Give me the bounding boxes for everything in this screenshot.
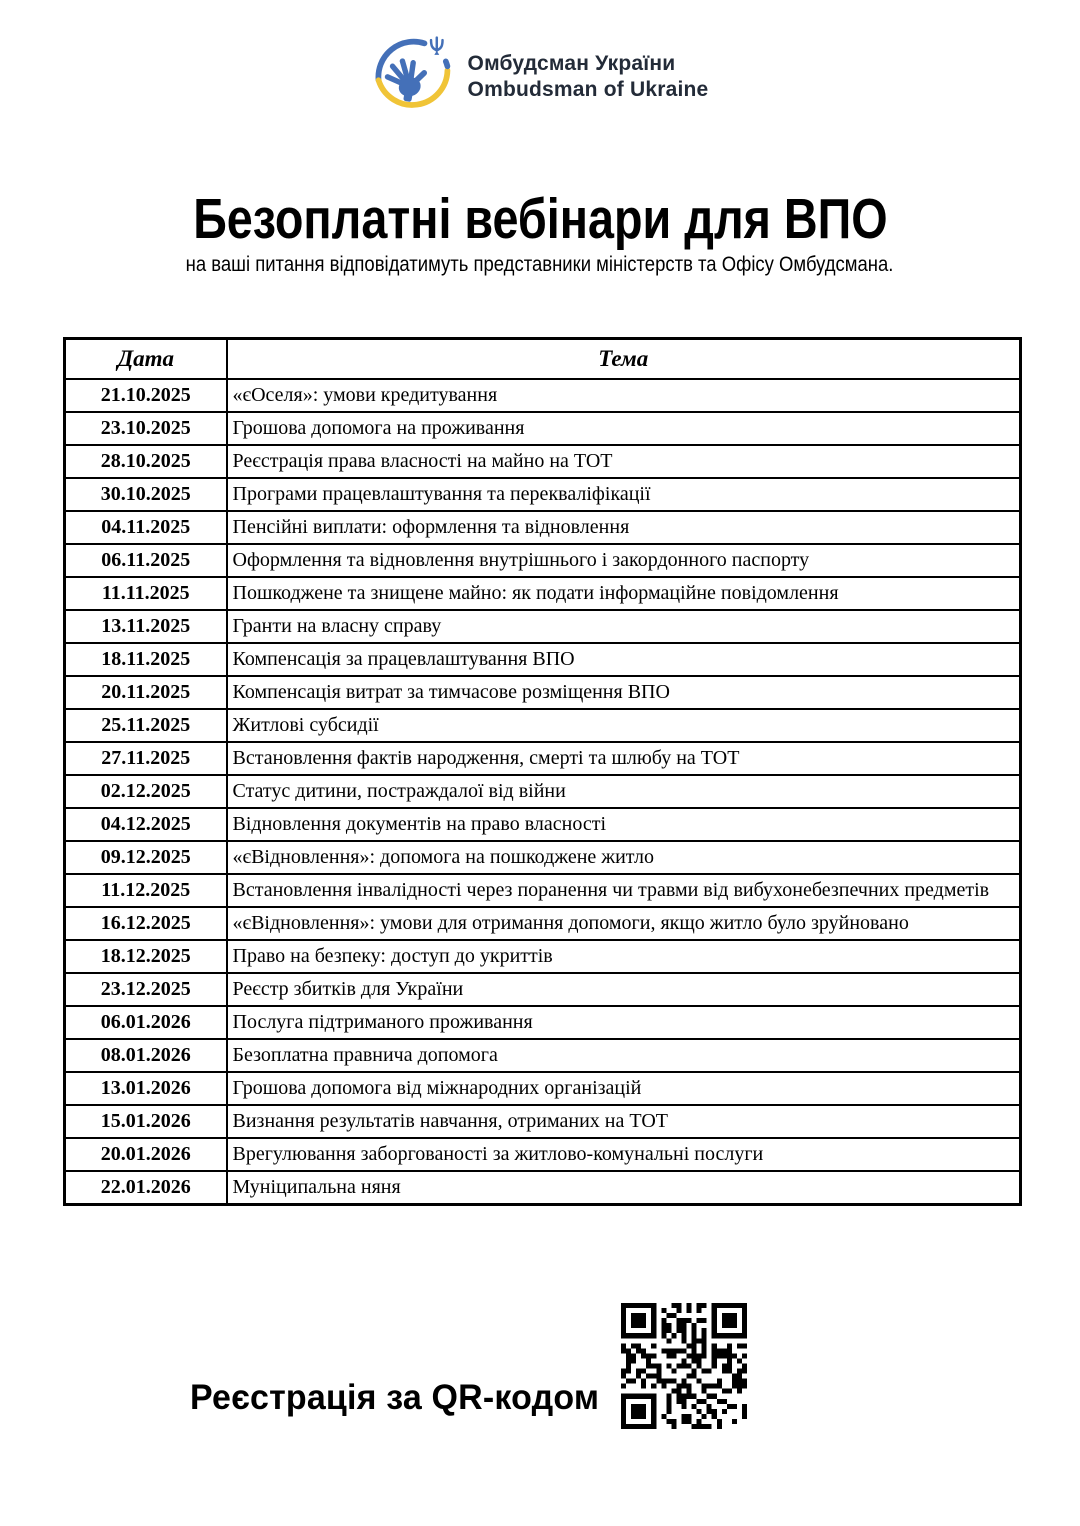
logo [0,36,1080,118]
date-cell: 23.12.2025 [65,973,227,1006]
date-cell: 30.10.2025 [65,478,227,511]
table-row [65,1138,1021,1171]
date-cell: 21.10.2025 [65,379,227,412]
date-cell: 28.10.2025 [65,445,227,478]
page-title: Безоплатні вебінари для ВПО [192,187,888,251]
topic-cell: Відновлення документів на право власності [227,808,1021,841]
table-row [65,940,1021,973]
table-header-row [65,339,1021,380]
logo-name-uk: Омбудсман України [467,51,676,75]
topic-cell: Безоплатна правнича допомога [227,1039,1021,1072]
date-cell: 04.12.2025 [65,808,227,841]
date-cell: 06.01.2026 [65,1006,227,1039]
date-cell: 25.11.2025 [65,709,227,742]
table-row [65,1006,1021,1039]
table-row [65,1039,1021,1072]
table-row [65,808,1021,841]
table-row [65,1072,1021,1105]
ombudsman-logo-icon [372,36,454,118]
table-row [65,1105,1021,1138]
date-cell: 18.12.2025 [65,940,227,973]
qr-code-icon [621,1303,747,1429]
topic-cell: Пошкоджене та знищене майно: як подати інформаційне повідомлення [227,577,1021,610]
table-row [65,379,1021,412]
topic-cell: Гранти на власну справу [227,610,1021,643]
date-cell: 13.11.2025 [65,610,227,643]
date-cell: 20.11.2025 [65,676,227,709]
table-row [65,643,1021,676]
table-row [65,907,1021,940]
table-row [65,478,1021,511]
date-cell: 02.12.2025 [65,775,227,808]
table-row [65,874,1021,907]
topic-cell: Реєстр збитків для України [227,973,1021,1006]
topic-cell: Програми працевлаштування та перекваліфікації [227,478,1021,511]
topic-cell: Статус дитини, постраждалої від війни [227,775,1021,808]
topic-cell: Житлові субсидії [227,709,1021,742]
topic-cell: Компенсація за працевлаштування ВПО [227,643,1021,676]
topic-cell: Визнання результатів навчання, отриманих на ТОТ [227,1105,1021,1138]
date-cell: 15.01.2026 [65,1105,227,1138]
trident-icon [431,38,442,55]
date-cell: 11.11.2025 [65,577,227,610]
registration-label: Реєстрація за QR-кодом [190,1378,600,1417]
date-cell: 22.01.2026 [65,1171,227,1205]
topic-cell: «єОселя»: умови кредитування [227,379,1021,412]
page-subtitle: на ваші питання відповідатимуть представники міністерств та Офісу Омбудсмана. [186,252,894,276]
table-row [65,577,1021,610]
table-row [65,973,1021,1006]
date-cell: 20.01.2026 [65,1138,227,1171]
topic-cell: Встановлення інвалідності через поранення чи травми від вибухонебезпечних предметів [227,874,1021,907]
date-cell: 27.11.2025 [65,742,227,775]
topic-cell: Право на безпеку: доступ до укриттів [227,940,1021,973]
table-row [65,742,1021,775]
webinar-schedule-table [63,337,1022,1206]
topic-cell: Послуга підтриманого проживання [227,1006,1021,1039]
date-cell: 06.11.2025 [65,544,227,577]
date-cell: 16.12.2025 [65,907,227,940]
topic-cell: Компенсація витрат за тимчасове розміщення ВПО [227,676,1021,709]
topic-cell: Встановлення фактів народження, смерті та шлюбу на ТОТ [227,742,1021,775]
table-row [65,412,1021,445]
table-row [65,610,1021,643]
table-row [65,511,1021,544]
table-row [65,841,1021,874]
topic-cell: Грошова допомога від міжнародних організацій [227,1072,1021,1105]
topic-cell: Муніципальна няня [227,1171,1021,1205]
topic-cell: Реєстрація права власності на майно на ТОТ [227,445,1021,478]
date-cell: 08.01.2026 [65,1039,227,1072]
topic-cell: Врегулювання заборгованості за житлово-комунальні послуги [227,1138,1021,1171]
table-row [65,544,1021,577]
date-cell: 13.01.2026 [65,1072,227,1105]
date-cell: 18.11.2025 [65,643,227,676]
table-row [65,676,1021,709]
table-row [65,1171,1021,1205]
table-row [65,445,1021,478]
topic-cell: Пенсійні виплати: оформлення та відновлення [227,511,1021,544]
date-cell: 04.11.2025 [65,511,227,544]
table-row [65,775,1021,808]
topic-cell: «єВідновлення»: умови для отримання допомоги, якщо житло було зруйновано [227,907,1021,940]
topic-cell: «єВідновлення»: допомога на пошкоджене житло [227,841,1021,874]
date-cell: 09.12.2025 [65,841,227,874]
date-cell: 23.10.2025 [65,412,227,445]
topic-cell: Грошова допомога на проживання [227,412,1021,445]
logo-name-en: Ombudsman of Ukraine [467,78,709,101]
topic-cell: Оформлення та відновлення внутрішнього і закордонного паспорту [227,544,1021,577]
column-header-date: Дата [65,339,227,380]
logo-text [468,51,709,104]
column-header-topic: Тема [227,339,1021,380]
date-cell: 11.12.2025 [65,874,227,907]
table-row [65,709,1021,742]
